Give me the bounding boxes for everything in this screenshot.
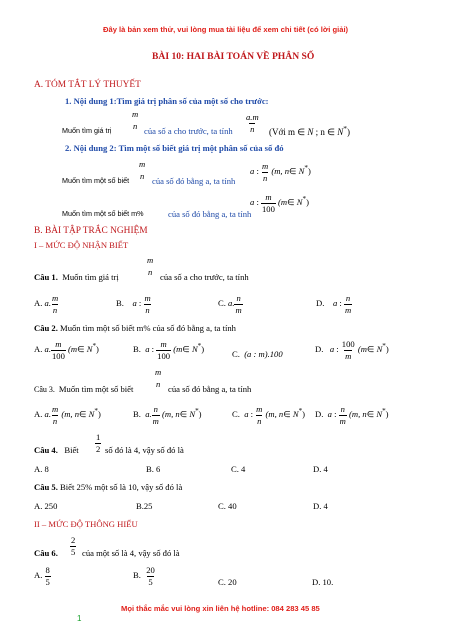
question-3: Câu 3. Muốn tìm một số biết [34, 384, 134, 394]
q1-fraction: m n [147, 255, 154, 277]
q3-option-b[interactable]: B. a. $\frac{n}{m}$ (m, n∈ N*) [133, 404, 202, 426]
q4-option-a[interactable]: A. 8 [34, 464, 49, 474]
content1-lead: Muốn tìm giá trị [62, 126, 112, 135]
q3-fraction: m n [155, 367, 162, 389]
q4-option-c[interactable]: C. 4 [231, 464, 246, 474]
level1-heading: I – MỨC ĐỘ NHẬN BIẾT [34, 240, 129, 250]
q4-option-d[interactable]: D. 4 [313, 464, 328, 474]
preview-banner: Đây là bản xem thử, vui lòng mua tài liệu để xem chi tiết (có lời giải) [103, 25, 349, 34]
q5-option-a[interactable]: A. 250 [34, 501, 58, 511]
section-b-heading: B. BÀI TẬP TRẮC NGHIỆM [34, 226, 148, 236]
q3-option-a[interactable]: A. a. $\frac{m}{n}$ (m, n∈ N*) [34, 404, 101, 426]
footer-hotline: Mọi thắc mắc vui lòng xin liên hệ hotline: 084 283 45 85 [121, 604, 320, 613]
q2-option-b[interactable]: B. a : $\frac{m}{100}$ (m∈ N*) [133, 339, 205, 361]
content1-mid: của số a cho trước, ta tính [144, 126, 233, 136]
q4-text2: số đó là 4, vậy số đó là [105, 445, 184, 455]
level2-heading: II – MỨC ĐỘ THÔNG HIỂU [34, 519, 138, 529]
question-1: Câu 1. Muốn tìm giá trị [34, 272, 119, 282]
q4-option-b[interactable]: B. 6 [146, 464, 161, 474]
q2-option-a[interactable]: A. a. $\frac{m}{100}$ (m∈ N*) [34, 339, 99, 361]
q6-option-b[interactable]: B. $\frac{20}{5}$ [133, 565, 155, 587]
formula-a-m-over-n: $\frac{a.m}{n}$ [246, 112, 259, 134]
q3-option-d[interactable]: D. a : $\frac{n}{m}$ (m, n∈ N*) [315, 404, 389, 426]
content2-mid: của số đó bằng a, ta tính [152, 176, 236, 186]
q3-text2: của số đó bằng a, ta tính [168, 384, 252, 394]
content3-lead: Muốn tìm một số biết m% [62, 209, 144, 218]
content3-mid: của số đó bằng a, ta tính [168, 209, 252, 219]
fraction-m-n: m n [132, 109, 139, 131]
question-4: Câu 4. Biết [34, 445, 79, 455]
q6-option-c[interactable]: C. 20 [218, 577, 237, 587]
q2-option-d[interactable]: D. a : $\frac{100}{m}$ (m∈ N*) [315, 339, 389, 361]
q5-option-d[interactable]: D. 4 [313, 501, 328, 511]
q1-option-c[interactable]: C. a. $\frac{n}{m}$ [218, 293, 242, 315]
content1-heading: 1. Nội dung 1:Tìm giá trị phân số của một số cho trước: [65, 96, 269, 106]
q2-option-c[interactable]: C. (a : m).100 [232, 349, 283, 359]
content1-condition: (Với m ∈ N ; n ∈ N*) [269, 124, 350, 137]
formula-a-div-m-over-n: a : $\frac{m}{n}$ (m, n∈ N*) [250, 161, 311, 183]
fraction-m-n-2: m n [139, 159, 146, 181]
q6-option-a[interactable]: A. $\frac{8}{5}$ [34, 565, 50, 587]
q1-option-a[interactable]: A. a. $\frac{m}{n}$ [34, 293, 59, 315]
q1-option-b[interactable]: B. a : $\frac{m}{n}$ [116, 293, 151, 315]
q1-text2: của số a cho trước, ta tính [160, 272, 249, 282]
q4-fraction: $\frac{1}{2}$ [96, 432, 101, 454]
question-6: Câu 6. [34, 548, 58, 558]
section-a-heading: A. TÓM TẮT LÝ THUYẾT [34, 80, 141, 90]
page-title: BÀI 10: HAI BÀI TOÁN VỀ PHÂN SỐ [152, 51, 315, 62]
question-5: Câu 5. Biết 25% một số là 10, vậy số đó là [34, 482, 183, 492]
q5-option-b[interactable]: B.25 [136, 501, 153, 511]
content2-lead: Muốn tìm một số biết [62, 176, 130, 185]
q3-option-c[interactable]: C. a : $\frac{m}{n}$ (m, n∈ N*) [232, 404, 306, 426]
q6-text: của một số là 4, vậy số đó là [82, 548, 180, 558]
formula-a-div-m-over-100: a : $\frac{m}{100}$ (m∈ N*) [250, 192, 309, 214]
question-2: Câu 2. Muốn tìm một số biết m% của số đó bằng a, ta tính [34, 323, 236, 333]
q5-option-c[interactable]: C. 40 [218, 501, 237, 511]
q6-fraction: $\frac{2}{5}$ [71, 535, 76, 557]
content2-heading: 2. Nội dung 2: Tìm một số biết giá trị một phân số của số đó [65, 143, 284, 153]
q6-option-d[interactable]: D. 10. [312, 577, 334, 587]
q1-option-d[interactable]: D. a : $\frac{n}{m}$ [316, 293, 352, 315]
page-number: 1 [77, 614, 82, 623]
